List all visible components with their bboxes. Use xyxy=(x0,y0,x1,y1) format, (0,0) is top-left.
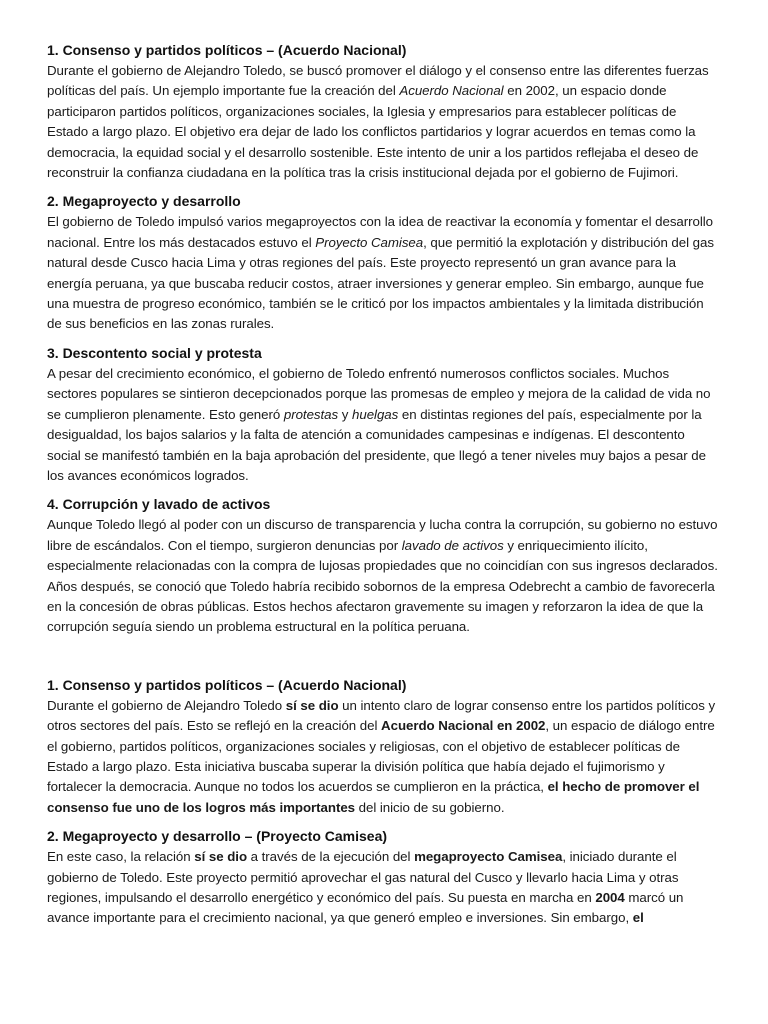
text-run: a través de la ejecución del xyxy=(247,849,415,865)
section-corrupcion-a xyxy=(47,494,721,637)
section-heading: 3. Descontento social y protesta xyxy=(47,344,262,361)
section-consenso-b xyxy=(47,675,721,818)
italic-term: lavado de activos xyxy=(401,537,504,553)
section-consenso-a xyxy=(47,40,721,183)
text-run: Durante el gobierno de Alejandro Toledo, se buscó promover el diálogo y el consenso entre las diferentes fuerzas políticas del país. Un ejemplo importante fue la creación del xyxy=(47,63,709,99)
italic-term: huelgas xyxy=(352,406,399,422)
bold-term: sí se dio xyxy=(194,849,248,865)
section-heading: 1. Consenso y partidos políticos – (Acuerdo Nacional) xyxy=(47,676,407,693)
bold-term: sí se dio xyxy=(285,697,339,713)
text-run: un intento claro de lograr consenso entre los partidos políticos y otros sectores del país. Esto se reflejó en la creación del xyxy=(47,697,716,734)
italic-term: Acuerdo Nacional xyxy=(399,83,504,99)
section-paragraph xyxy=(47,212,721,334)
section-paragraph xyxy=(47,847,721,928)
text-run: , un espacio de diálogo entre el gobierno, partidos políticos, organizaciones sociales y religiosas, con el objetivo de establecer políticas de Estado a largo plazo. Esta iniciativa buscaba superar la división política que había dejado el fujimorismo y fortalecer la democracia. Aunque no todos los acuerdos se cumplieron en la práctica, xyxy=(47,718,715,795)
section-paragraph xyxy=(47,696,721,818)
text-run: marcó un avance importante para el crecimiento nacional, ya que generó empleo e inversiones. Sin embargo, xyxy=(47,890,684,926)
text-run: El gobierno de Toledo impulsó varios megaproyectos con la idea de reactivar la economía y fomentar el desarrollo nacional. Entre los más destacados estuvo el xyxy=(47,214,714,250)
section-heading: 2. Megaproyecto y desarrollo xyxy=(47,193,241,210)
bold-term: el xyxy=(632,910,644,926)
section-megaproyecto-a xyxy=(47,191,721,334)
section-paragraph xyxy=(47,364,721,486)
text-run: del inicio de su gobierno. xyxy=(355,799,505,815)
bold-term: Acuerdo Nacional en 2002 xyxy=(381,718,546,734)
blank-spacer xyxy=(47,638,721,675)
text-run: A pesar del crecimiento económico, el gobierno de Toledo enfrentó numerosos conflictos sociales. Muchos sectores populares se sintieron decepcionados porque las promesas de empleo y mejora de la calidad de vida no se cumplieron plenamente. Esto generó xyxy=(47,365,711,422)
document-body xyxy=(47,40,721,928)
bold-term: el hecho de promover el consenso fue uno de los logros más importantes xyxy=(47,779,700,815)
section-descontento-a xyxy=(47,343,721,486)
text-run: , que permitió la explotación y distribución del gas natural desde Cusco hacia Lima y otras regiones del país. Este proyecto representó un gran avance para la energía peruana, ya que buscaba reducir costos, atraer inversiones y generar empleo. Sin embargo, aunque fue una muestra de progreso económico, también se le criticó por los impactos ambientales y la limitada distribución de sus beneficios en las zonas rurales. xyxy=(47,234,714,332)
section-paragraph xyxy=(47,61,721,183)
text-run: y enriquecimiento ilícito, especialmente relacionadas con la compra de lujosas propiedades que no coincidían con sus ingresos declarados. Años después, se conoció que Toledo habría recibido sobornos de la empresa Odebrecht a cambio de favorecerla en la concesión de obras públicas. Estos hechos afectaron gravemente su imagen y reforzaron la idea de que la corrupción seguía siendo un problema estructural en la política peruana. xyxy=(47,537,718,635)
section-megaproyecto-b xyxy=(47,826,721,928)
text-run: , iniciado durante el gobierno de Toledo. Este proyecto permitió aprovechar el gas natural del Cusco y llevarlo hacia Lima y otras regiones, impulsando el desarrollo energético y económico del país. Su puesta en marcha en xyxy=(47,849,679,905)
text-run: En este caso, la relación xyxy=(47,849,195,865)
section-heading: 2. Megaproyecto y desarrollo – (Proyecto Camisea) xyxy=(47,828,388,845)
section-heading: 4. Corrupción y lavado de activos xyxy=(47,496,271,513)
section-paragraph xyxy=(47,515,721,637)
text-run: en distintas regiones del país, especialmente por la desigualdad, los bajos salarios y la falta de atención a comunidades campesinas e indígenas. El descontento social se manifestó también en la baja aprobación del presidente, que llegó a tener niveles muy bajos a pesar de los avances económicos logrados. xyxy=(47,406,706,483)
section-heading: 1. Consenso y partidos políticos – (Acuerdo Nacional) xyxy=(47,42,407,58)
italic-term: protestas xyxy=(283,406,339,422)
text-run: y xyxy=(338,406,352,422)
bold-term: 2004 xyxy=(595,890,625,905)
bold-term: megaproyecto Camisea xyxy=(414,849,563,865)
italic-term: Proyecto Camisea xyxy=(315,234,424,250)
text-run: en 2002, un espacio donde participaron partidos políticos, organizaciones sociales, la Iglesia y empresarios para establecer políticas de Estado a largo plazo. El objetivo era dejar de lado los conflictos partidarios y lograr acuerdos en temas como la democracia, la equidad social y el desarrollo sostenible. Este intento de unir a los partidos reflejaba el deseo de reconstruir la confianza ciudadana en la política tras la crisis institucional dejada por el gobierno de Fujimori. xyxy=(47,83,699,181)
text-run: Aunque Toledo llegó al poder con un discurso de transparencia y lucha contra la corrupción, su gobierno no estuvo libre de escándalos. Con el tiempo, surgieron denuncias por xyxy=(47,517,718,553)
text-run: Durante el gobierno de Alejandro Toledo xyxy=(47,697,286,713)
